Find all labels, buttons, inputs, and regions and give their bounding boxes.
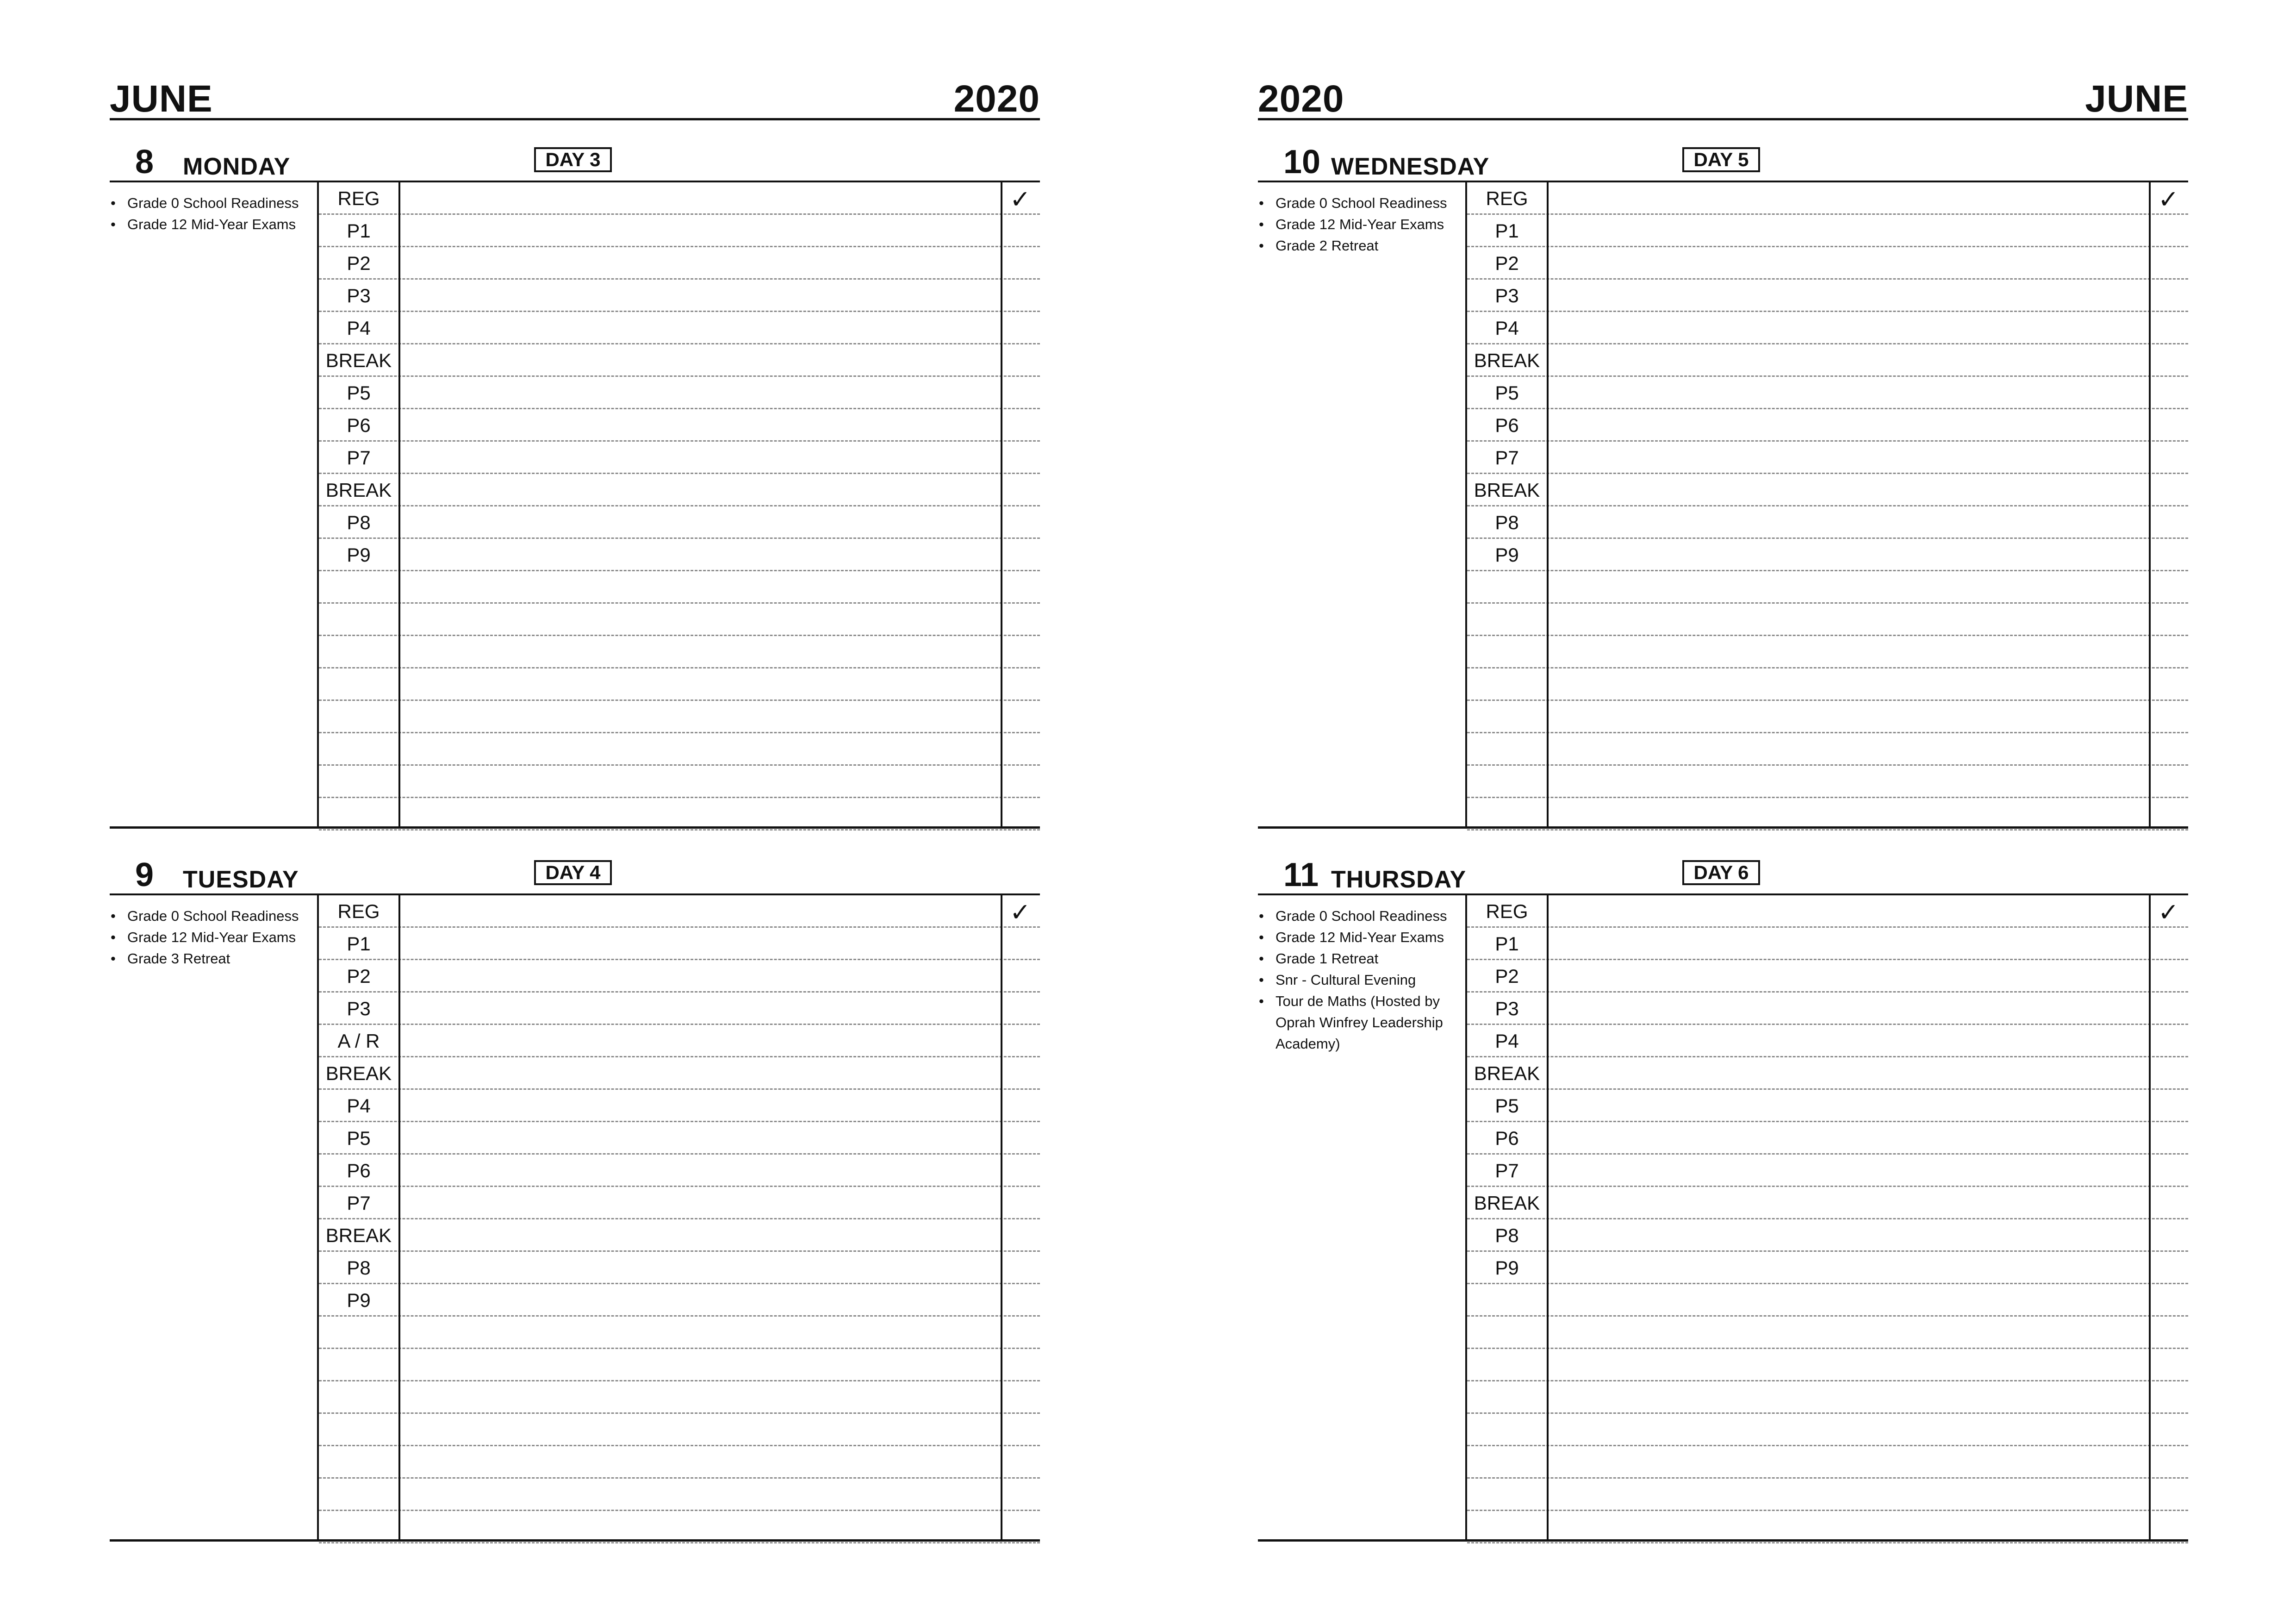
period-label: P3 — [347, 285, 371, 306]
period-row[interactable] — [1467, 1414, 2188, 1446]
period-row[interactable] — [1467, 1187, 2188, 1219]
left-page — [110, 69, 1040, 1560]
period-row[interactable] — [1467, 474, 2188, 506]
period-row[interactable] — [1467, 1317, 2188, 1349]
period-row[interactable] — [319, 1252, 1040, 1284]
period-row[interactable] — [1467, 733, 2188, 766]
period-row[interactable] — [319, 1479, 1040, 1511]
weekday-name: WEDNESDAY — [1331, 153, 1490, 180]
day-section — [1258, 856, 2188, 1542]
period-row[interactable] — [1467, 1479, 2188, 1511]
checkmark-icon: ✓ — [1009, 186, 1031, 213]
period-label: P9 — [347, 544, 371, 566]
period-label: P8 — [1495, 512, 1519, 533]
period-label: P8 — [347, 512, 371, 533]
period-label: P9 — [347, 1289, 371, 1311]
period-label: BREAK — [325, 479, 392, 501]
period-row[interactable] — [1467, 701, 2188, 733]
event-item: • Grade 2 Retreat — [1258, 235, 1462, 256]
day-section — [1258, 144, 2188, 829]
year-label: 2020 — [953, 78, 1040, 120]
period-rows — [319, 182, 1040, 827]
year-label: 2020 — [1258, 78, 1344, 120]
period-row[interactable] — [319, 182, 1040, 215]
day-heading — [1258, 144, 2188, 181]
event-item: • Grade 12 Mid-Year Exams — [110, 927, 313, 948]
cycle-day-badge: DAY 5 — [1682, 147, 1760, 172]
period-row[interactable] — [1467, 798, 2188, 831]
timetable-grid — [1258, 181, 2188, 829]
day-heading — [110, 144, 1040, 181]
period-label: P4 — [1495, 1030, 1519, 1052]
period-row[interactable] — [1467, 1025, 2188, 1057]
period-label: BREAK — [1474, 1192, 1540, 1214]
column-divider — [1465, 182, 1467, 826]
events-list — [110, 193, 313, 235]
day-number: 10 — [1283, 144, 1321, 181]
period-row[interactable] — [1467, 539, 2188, 571]
period-row[interactable] — [319, 1446, 1040, 1479]
period-row[interactable] — [319, 506, 1040, 539]
period-row[interactable] — [319, 442, 1040, 474]
period-row[interactable] — [1467, 182, 2188, 215]
month-label: JUNE — [2085, 78, 2188, 120]
event-item: • Tour de Maths (Hosted by Oprah Winfrey Leadership Academy) — [1258, 991, 1462, 1055]
period-row[interactable] — [319, 895, 1040, 928]
period-row[interactable] — [1467, 1511, 2188, 1543]
period-row[interactable] — [319, 798, 1040, 831]
event-item: • Grade 0 School Readiness — [110, 193, 313, 214]
period-row[interactable] — [1467, 442, 2188, 474]
event-item: • Grade 0 School Readiness — [110, 906, 313, 927]
period-row[interactable] — [1467, 1381, 2188, 1414]
period-row[interactable] — [1467, 668, 2188, 701]
period-label: P7 — [347, 1192, 371, 1214]
weekday-name: THURSDAY — [1331, 866, 1467, 893]
period-row[interactable] — [319, 312, 1040, 344]
period-row[interactable] — [319, 1381, 1040, 1414]
period-label: P1 — [1495, 933, 1519, 955]
period-label: P5 — [1495, 382, 1519, 404]
period-label: P2 — [347, 965, 371, 987]
period-label: P6 — [1495, 414, 1519, 436]
period-row[interactable] — [319, 409, 1040, 442]
column-divider — [317, 182, 319, 826]
period-label: P4 — [347, 1095, 371, 1117]
period-label: P2 — [347, 252, 371, 274]
column-divider — [1547, 895, 1549, 1539]
period-row[interactable] — [1467, 636, 2188, 668]
period-label: P6 — [347, 1160, 371, 1181]
period-row[interactable] — [1467, 766, 2188, 798]
period-label: P8 — [347, 1257, 371, 1279]
column-divider — [1547, 182, 1549, 826]
period-row[interactable] — [319, 1025, 1040, 1057]
checkmark-icon: ✓ — [2158, 186, 2179, 213]
period-row[interactable] — [1467, 377, 2188, 409]
checkmark-icon: ✓ — [1009, 899, 1031, 926]
period-row[interactable] — [1467, 1446, 2188, 1479]
period-row[interactable] — [319, 604, 1040, 636]
cycle-day-badge: DAY 3 — [534, 147, 612, 172]
timetable-grid — [110, 181, 1040, 829]
column-divider — [1465, 895, 1467, 1539]
period-label: P4 — [347, 317, 371, 339]
column-divider — [398, 895, 400, 1539]
month-label: JUNE — [110, 78, 213, 120]
day-section — [110, 144, 1040, 829]
period-rows — [319, 895, 1040, 1540]
period-label: P3 — [347, 998, 371, 1019]
period-label: BREAK — [325, 1224, 392, 1246]
period-row[interactable] — [319, 1284, 1040, 1317]
period-label: REG — [1486, 900, 1528, 922]
weekday-name: TUESDAY — [183, 866, 299, 893]
period-label: P5 — [347, 1127, 371, 1149]
period-label: P8 — [1495, 1224, 1519, 1246]
period-row[interactable] — [1467, 571, 2188, 604]
event-item: • Grade 12 Mid-Year Exams — [1258, 927, 1462, 948]
period-row[interactable] — [1467, 280, 2188, 312]
period-row[interactable] — [319, 928, 1040, 960]
period-row[interactable] — [319, 1219, 1040, 1252]
day-number: 9 — [135, 856, 154, 893]
period-row[interactable] — [319, 1187, 1040, 1219]
column-divider — [1001, 182, 1002, 826]
event-item: • Grade 12 Mid-Year Exams — [1258, 214, 1462, 235]
day-section — [110, 856, 1040, 1542]
column-divider — [2149, 895, 2151, 1539]
period-row[interactable] — [319, 1317, 1040, 1349]
period-row[interactable] — [1467, 928, 2188, 960]
period-row[interactable] — [1467, 1284, 2188, 1317]
period-row[interactable] — [319, 215, 1040, 247]
period-row[interactable] — [319, 701, 1040, 733]
right-page — [1258, 69, 2188, 1560]
event-item: • Grade 12 Mid-Year Exams — [110, 214, 313, 235]
period-row[interactable] — [1467, 960, 2188, 993]
period-row[interactable] — [319, 247, 1040, 280]
column-divider — [1001, 895, 1002, 1539]
events-list — [1258, 193, 1462, 256]
period-row[interactable] — [1467, 1090, 2188, 1122]
period-label: P3 — [1495, 285, 1519, 306]
period-row[interactable] — [319, 377, 1040, 409]
period-row[interactable] — [1467, 409, 2188, 442]
event-item: • Snr - Cultural Evening — [1258, 969, 1462, 991]
period-row[interactable] — [1467, 604, 2188, 636]
column-divider — [398, 182, 400, 826]
period-label: REG — [337, 900, 380, 922]
period-rows — [1467, 895, 2188, 1540]
period-row[interactable] — [1467, 1057, 2188, 1090]
period-row[interactable] — [1467, 215, 2188, 247]
period-row[interactable] — [319, 1155, 1040, 1187]
period-label: BREAK — [1474, 1062, 1540, 1084]
period-label: P7 — [1495, 447, 1519, 468]
period-row[interactable] — [1467, 895, 2188, 928]
period-label: BREAK — [325, 1062, 392, 1084]
period-row[interactable] — [1467, 993, 2188, 1025]
period-row[interactable] — [319, 474, 1040, 506]
period-row[interactable] — [1467, 344, 2188, 377]
period-label: BREAK — [1474, 479, 1540, 501]
period-label: P9 — [1495, 1257, 1519, 1279]
period-row[interactable] — [1467, 1122, 2188, 1155]
period-label: P2 — [1495, 252, 1519, 274]
day-heading — [1258, 856, 2188, 893]
period-label: P2 — [1495, 965, 1519, 987]
period-label: A / R — [337, 1030, 380, 1052]
period-label: BREAK — [1474, 350, 1540, 371]
column-divider — [2149, 182, 2151, 826]
page-header — [110, 69, 1040, 120]
cycle-day-badge: DAY 4 — [534, 860, 612, 885]
period-row[interactable] — [319, 280, 1040, 312]
period-label: P6 — [1495, 1127, 1519, 1149]
period-row[interactable] — [319, 1349, 1040, 1381]
event-item: • Grade 0 School Readiness — [1258, 906, 1462, 927]
weekday-name: MONDAY — [183, 153, 291, 180]
events-list — [1258, 906, 1462, 1055]
period-label: P3 — [1495, 998, 1519, 1019]
period-row[interactable] — [319, 1122, 1040, 1155]
period-row[interactable] — [319, 1511, 1040, 1543]
period-label: P5 — [347, 382, 371, 404]
period-row[interactable] — [319, 539, 1040, 571]
period-row[interactable] — [1467, 1349, 2188, 1381]
events-list — [110, 906, 313, 969]
page-header — [1258, 69, 2188, 120]
timetable-grid — [110, 893, 1040, 1542]
period-label: REG — [337, 187, 380, 209]
period-row[interactable] — [319, 1414, 1040, 1446]
period-row[interactable] — [1467, 1219, 2188, 1252]
period-label: REG — [1486, 187, 1528, 209]
day-heading — [110, 856, 1040, 893]
period-label: BREAK — [325, 350, 392, 371]
day-number: 11 — [1283, 856, 1319, 893]
period-label: P1 — [347, 220, 371, 242]
period-label: P5 — [1495, 1095, 1519, 1117]
timetable-grid — [1258, 893, 2188, 1542]
period-label: P9 — [1495, 544, 1519, 566]
period-row[interactable] — [319, 636, 1040, 668]
period-row[interactable] — [319, 993, 1040, 1025]
period-row[interactable] — [319, 571, 1040, 604]
checkmark-icon: ✓ — [2158, 899, 2179, 926]
period-row[interactable] — [319, 344, 1040, 377]
period-row[interactable] — [319, 1090, 1040, 1122]
period-row[interactable] — [319, 1057, 1040, 1090]
period-row[interactable] — [1467, 1252, 2188, 1284]
event-item: • Grade 3 Retreat — [110, 948, 313, 969]
day-number: 8 — [135, 144, 154, 181]
period-row[interactable] — [1467, 247, 2188, 280]
period-row[interactable] — [319, 668, 1040, 701]
period-row[interactable] — [319, 766, 1040, 798]
period-label: P1 — [1495, 220, 1519, 242]
event-item: • Grade 0 School Readiness — [1258, 193, 1462, 214]
period-label: P1 — [347, 933, 371, 955]
period-rows — [1467, 182, 2188, 827]
period-label: P4 — [1495, 317, 1519, 339]
period-row[interactable] — [1467, 312, 2188, 344]
cycle-day-badge: DAY 6 — [1682, 860, 1760, 885]
period-row[interactable] — [1467, 1155, 2188, 1187]
period-row[interactable] — [1467, 506, 2188, 539]
period-label: P7 — [347, 447, 371, 468]
event-item: • Grade 1 Retreat — [1258, 948, 1462, 969]
period-row[interactable] — [319, 733, 1040, 766]
column-divider — [317, 895, 319, 1539]
period-label: P7 — [1495, 1160, 1519, 1181]
period-row[interactable] — [319, 960, 1040, 993]
period-label: P6 — [347, 414, 371, 436]
